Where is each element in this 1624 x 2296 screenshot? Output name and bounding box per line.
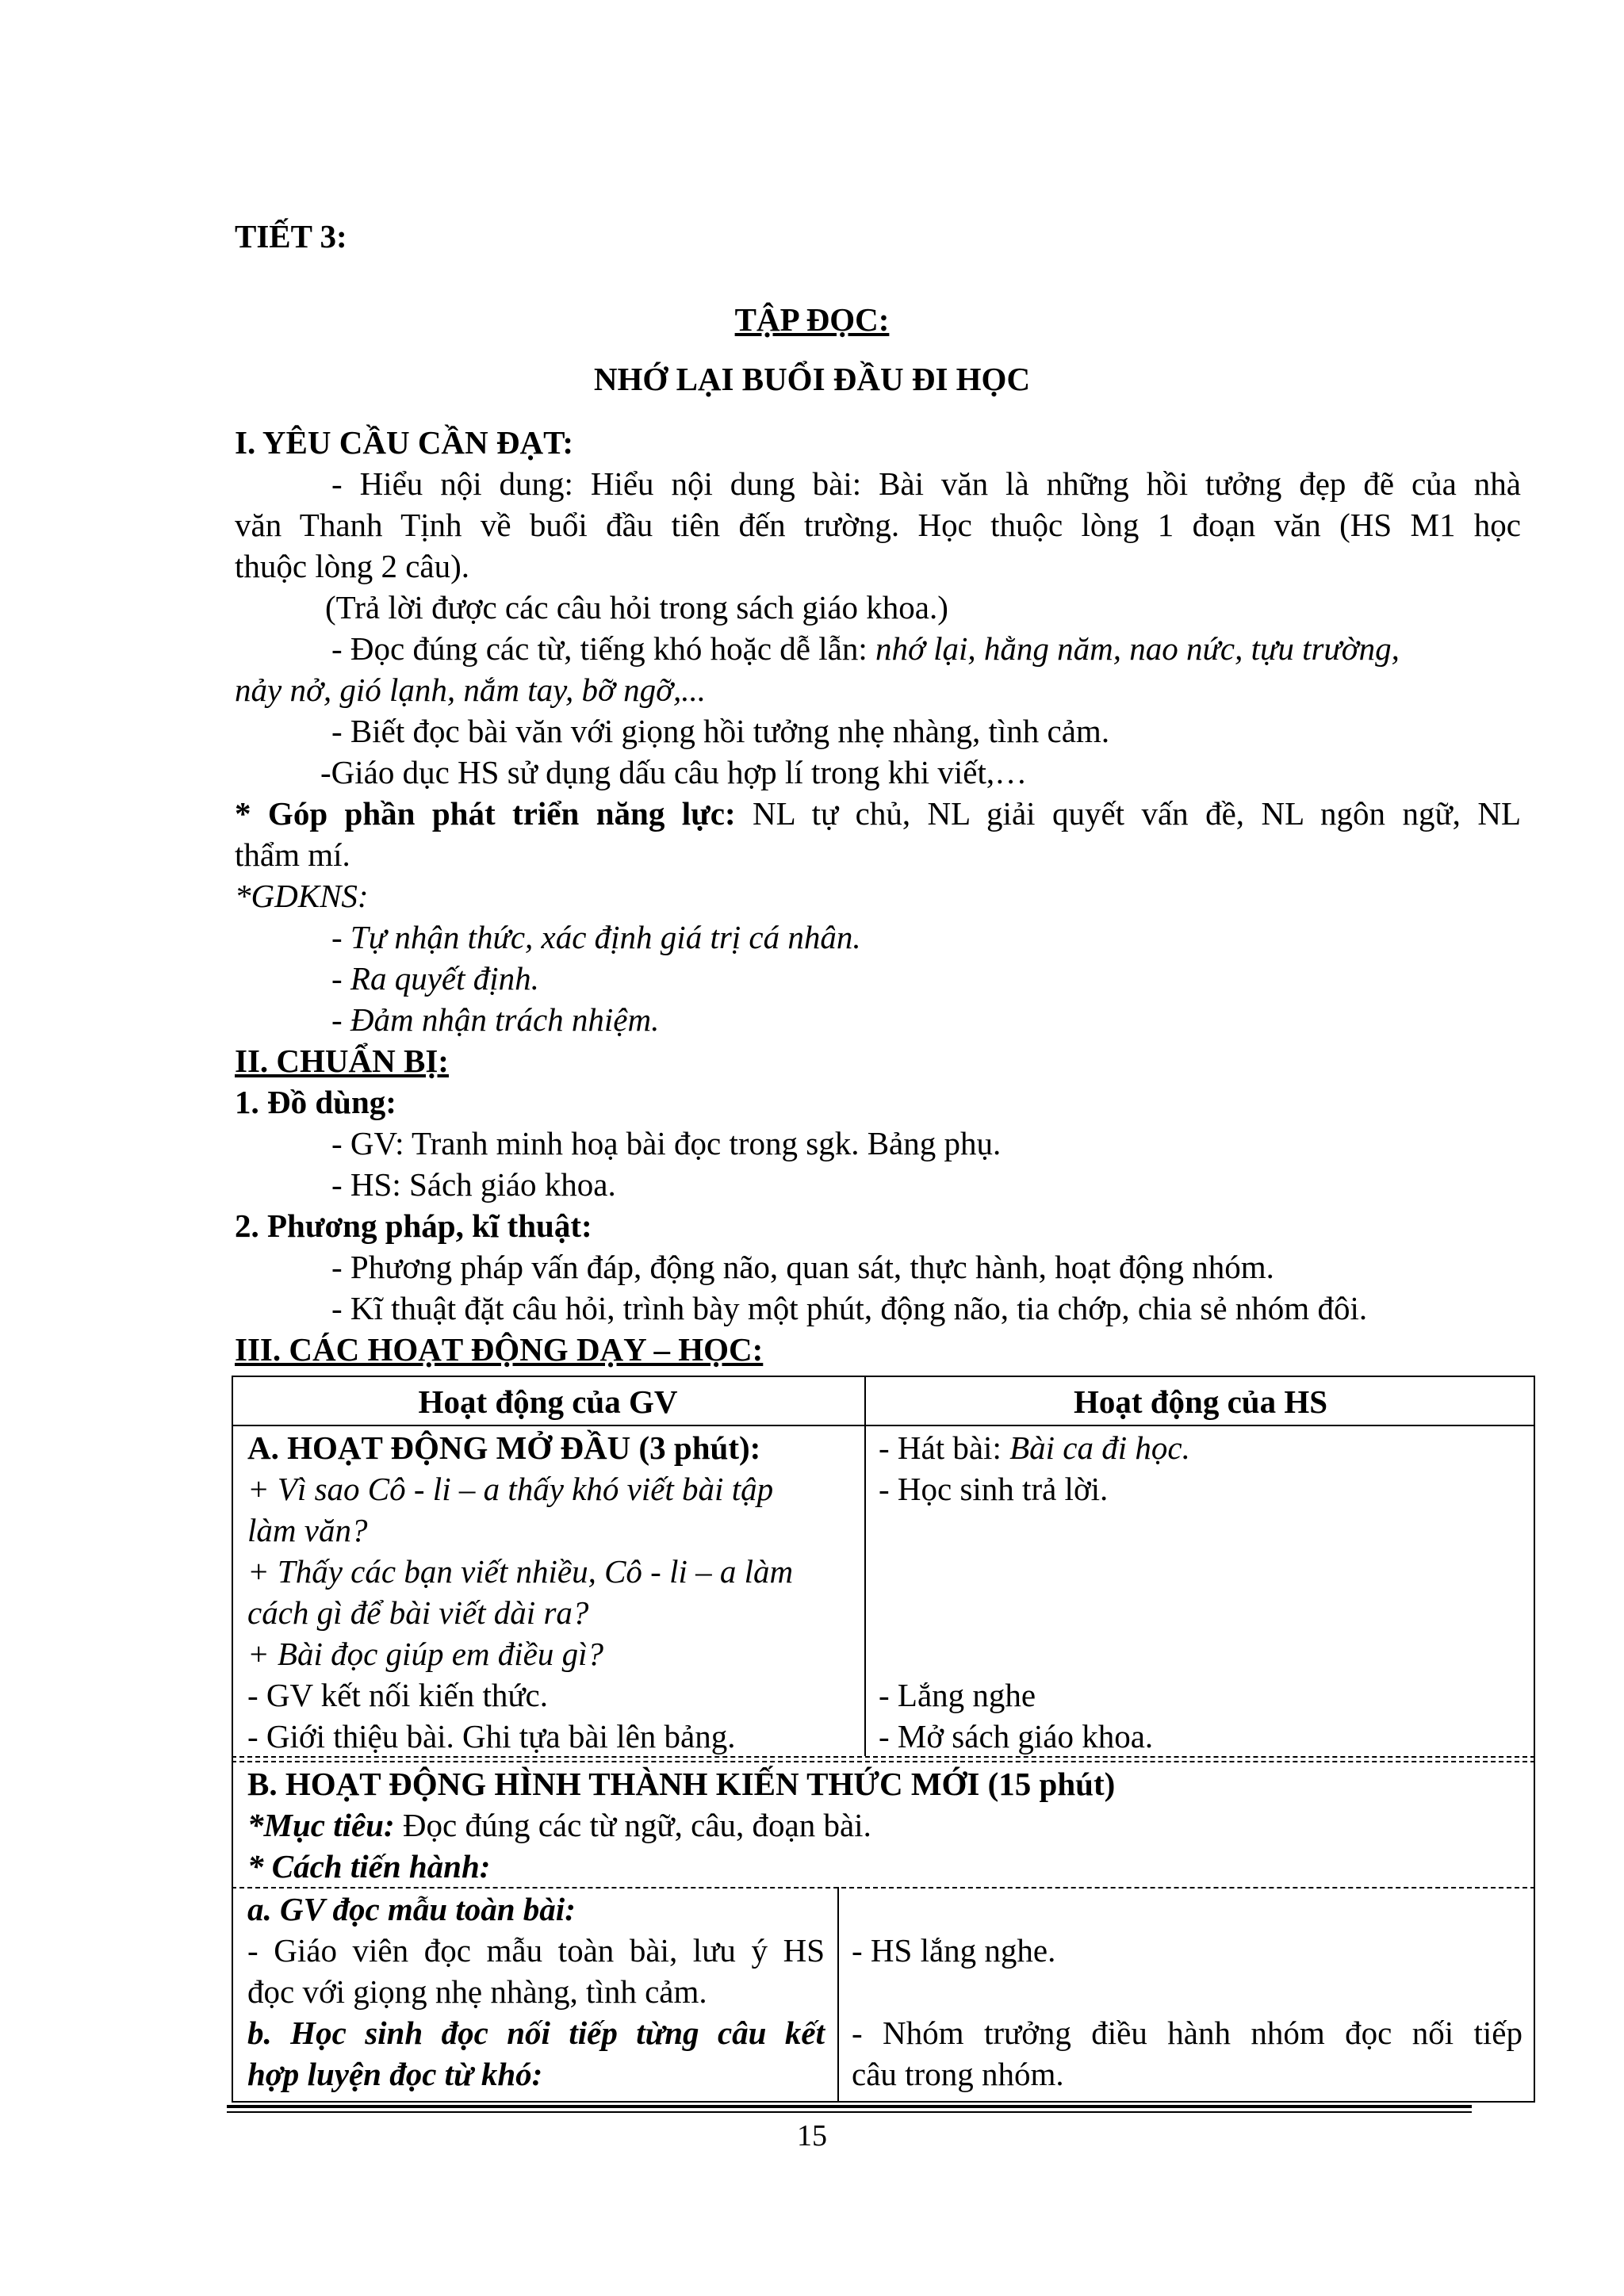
hs-group-reading-line-2: câu trong nhóm.: [852, 2056, 1064, 2092]
competency-line-2: thẩm mí.: [235, 836, 350, 873]
competency-label: * Góp phần phát triển năng lực:: [235, 795, 736, 832]
sentence-reading-line-2: hợp luyện đọc từ khó:: [247, 2056, 543, 2092]
lesson-label: TIẾT 3:: [235, 218, 347, 254]
section-2-heading: II. CHUẨN BỊ:: [235, 1043, 449, 1079]
equipment-heading: 1. Đồ dùng:: [235, 1084, 396, 1120]
reading-words-line-2: nảy nở, gió lạnh, nắm tay, bỡ ngỡ,...: [235, 672, 707, 708]
table-header-hs: Hoạt động của HS: [1073, 1383, 1328, 1420]
footer-rule-thin: [227, 2111, 1472, 2113]
objective-line-2: văn Thanh Tịnh về buổi đầu tiên đến trường. Học thuộc lòng 1 đoạn văn (HS M1 học: [235, 507, 1521, 543]
hs-sing-song: Bài ca đi học.: [1009, 1429, 1190, 1466]
goal-text: Đọc đúng các từ ngữ, câu, đoạn bài.: [394, 1807, 871, 1843]
gv-question: + Thấy các bạn viết nhiều, Cô - li – a làm: [247, 1553, 794, 1590]
subject-heading: TẬP ĐỌC:: [734, 301, 890, 338]
sentence-reading-line-1: b. Học sinh đọc nối tiếp từng câu kết: [247, 2015, 825, 2051]
table-col-divider-lower: [837, 1887, 839, 2103]
objective-note: (Trả lời được các câu hỏi trong sách giáo khoa.): [325, 589, 948, 626]
gdkns-item: - Tự nhận thức, xác định giá trị cá nhân.: [331, 919, 861, 955]
hs-sing: [879, 1427, 1190, 1468]
model-reading-line-1: - Giáo viên đọc mẫu toàn bài, lưu ý HS: [247, 1932, 825, 1969]
education-note: -Giáo dục HS sử dụng dấu câu hợp lí trong khi viết,…: [320, 754, 1028, 790]
gdkns-item: - Đảm nhận trách nhiệm.: [331, 1001, 660, 1038]
activity-b-goal: [247, 1804, 871, 1846]
method-heading: 2. Phương pháp, kĩ thuật:: [235, 1207, 592, 1244]
gdkns-label: *GDKNS:: [235, 878, 369, 914]
section-3-heading: III. CÁC HOẠT ĐỘNG DẠY – HỌC:: [235, 1331, 764, 1368]
table-header-gv: Hoạt động của GV: [418, 1383, 678, 1420]
reading-words-prefix: - Đọc đúng các từ, tiếng khó hoặc dễ lẫn:: [331, 630, 875, 667]
hs-action: - Học sinh trả lời.: [879, 1471, 1109, 1507]
model-reading-heading: a. GV đọc mẫu toàn bài:: [247, 1891, 576, 1927]
gv-question: + Bài đọc giúp em điều gì?: [247, 1636, 603, 1672]
gdkns-item: - Ra quyết định.: [331, 960, 539, 997]
activity-a-heading: A. HOẠT ĐỘNG MỞ ĐẦU (3 phút):: [247, 1429, 761, 1466]
table-header-rule: [232, 1425, 1535, 1426]
objective-line-3: thuộc lòng 2 câu).: [235, 548, 470, 584]
hs-listen: - HS lắng nghe.: [852, 1932, 1056, 1969]
footer-rule: [227, 2105, 1472, 2108]
gv-question: + Vì sao Cô - li – a thấy khó viết bài tập: [247, 1471, 774, 1507]
gv-question: cách gì để bài viết dài ra?: [247, 1594, 589, 1631]
goal-label: *Mục tiêu:: [247, 1807, 395, 1843]
activity-b-heading: B. HOẠT ĐỘNG HÌNH THÀNH KIẾN THỨC MỚI (15 phút): [247, 1766, 1116, 1802]
reading-voice: - Biết đọc bài văn với giọng hồi tưởng nhẹ nhàng, tình cảm.: [331, 713, 1110, 749]
section-1-heading: I. YÊU CẦU CẦN ĐẠT:: [235, 424, 574, 461]
gv-question: làm văn?: [247, 1512, 368, 1548]
hs-sing-prefix: - Hát bài:: [879, 1429, 1010, 1466]
equipment-item: - GV: Tranh minh hoạ bài đọc trong sgk. Bảng phụ.: [331, 1125, 1002, 1161]
method-item: - Phương pháp vấn đáp, động não, quan sát, thực hành, hoạt động nhóm.: [331, 1249, 1274, 1285]
table-col-divider: [864, 1376, 866, 1756]
reading-words-line-1: [331, 628, 1400, 669]
objective-line-1: - Hiểu nội dung: Hiểu nội dung bài: Bài văn là những hồi tưởng đẹp đẽ của nhà: [331, 465, 1521, 502]
reading-words-list: nhớ lại, hằng năm, nao nức, tựu trường,: [875, 630, 1400, 667]
method-item: - Kĩ thuật đặt câu hỏi, trình bày một phút, động não, tia chớp, chia sẻ nhóm đôi.: [331, 1290, 1368, 1326]
hs-group-reading-line-1: - Nhóm trưởng điều hành nhóm đọc nối tiếp: [852, 2015, 1522, 2051]
gv-action: - GV kết nối kiến thức.: [247, 1677, 549, 1713]
hs-action: - Lắng nghe: [879, 1677, 1036, 1713]
table-section-rule: [232, 1761, 1535, 1762]
page-number: 15: [797, 2119, 827, 2152]
competency-text: NL tự chủ, NL giải quyết vấn đề, NL ngôn ngữ, NL: [735, 795, 1521, 832]
activity-b-method: * Cách tiến hành:: [247, 1848, 491, 1885]
competency-line-1: [235, 793, 1521, 834]
equipment-item: - HS: Sách giáo khoa.: [331, 1166, 616, 1203]
gv-action: - Giới thiệu bài. Ghi tựa bài lên bảng.: [247, 1718, 736, 1755]
model-reading-line-2: đọc với giọng nhẹ nhàng, tình cảm.: [247, 1973, 707, 2010]
lesson-title: NHỚ LẠI BUỔI ĐẦU ĐI HỌC: [593, 361, 1031, 397]
hs-action: - Mở sách giáo khoa.: [879, 1718, 1154, 1755]
